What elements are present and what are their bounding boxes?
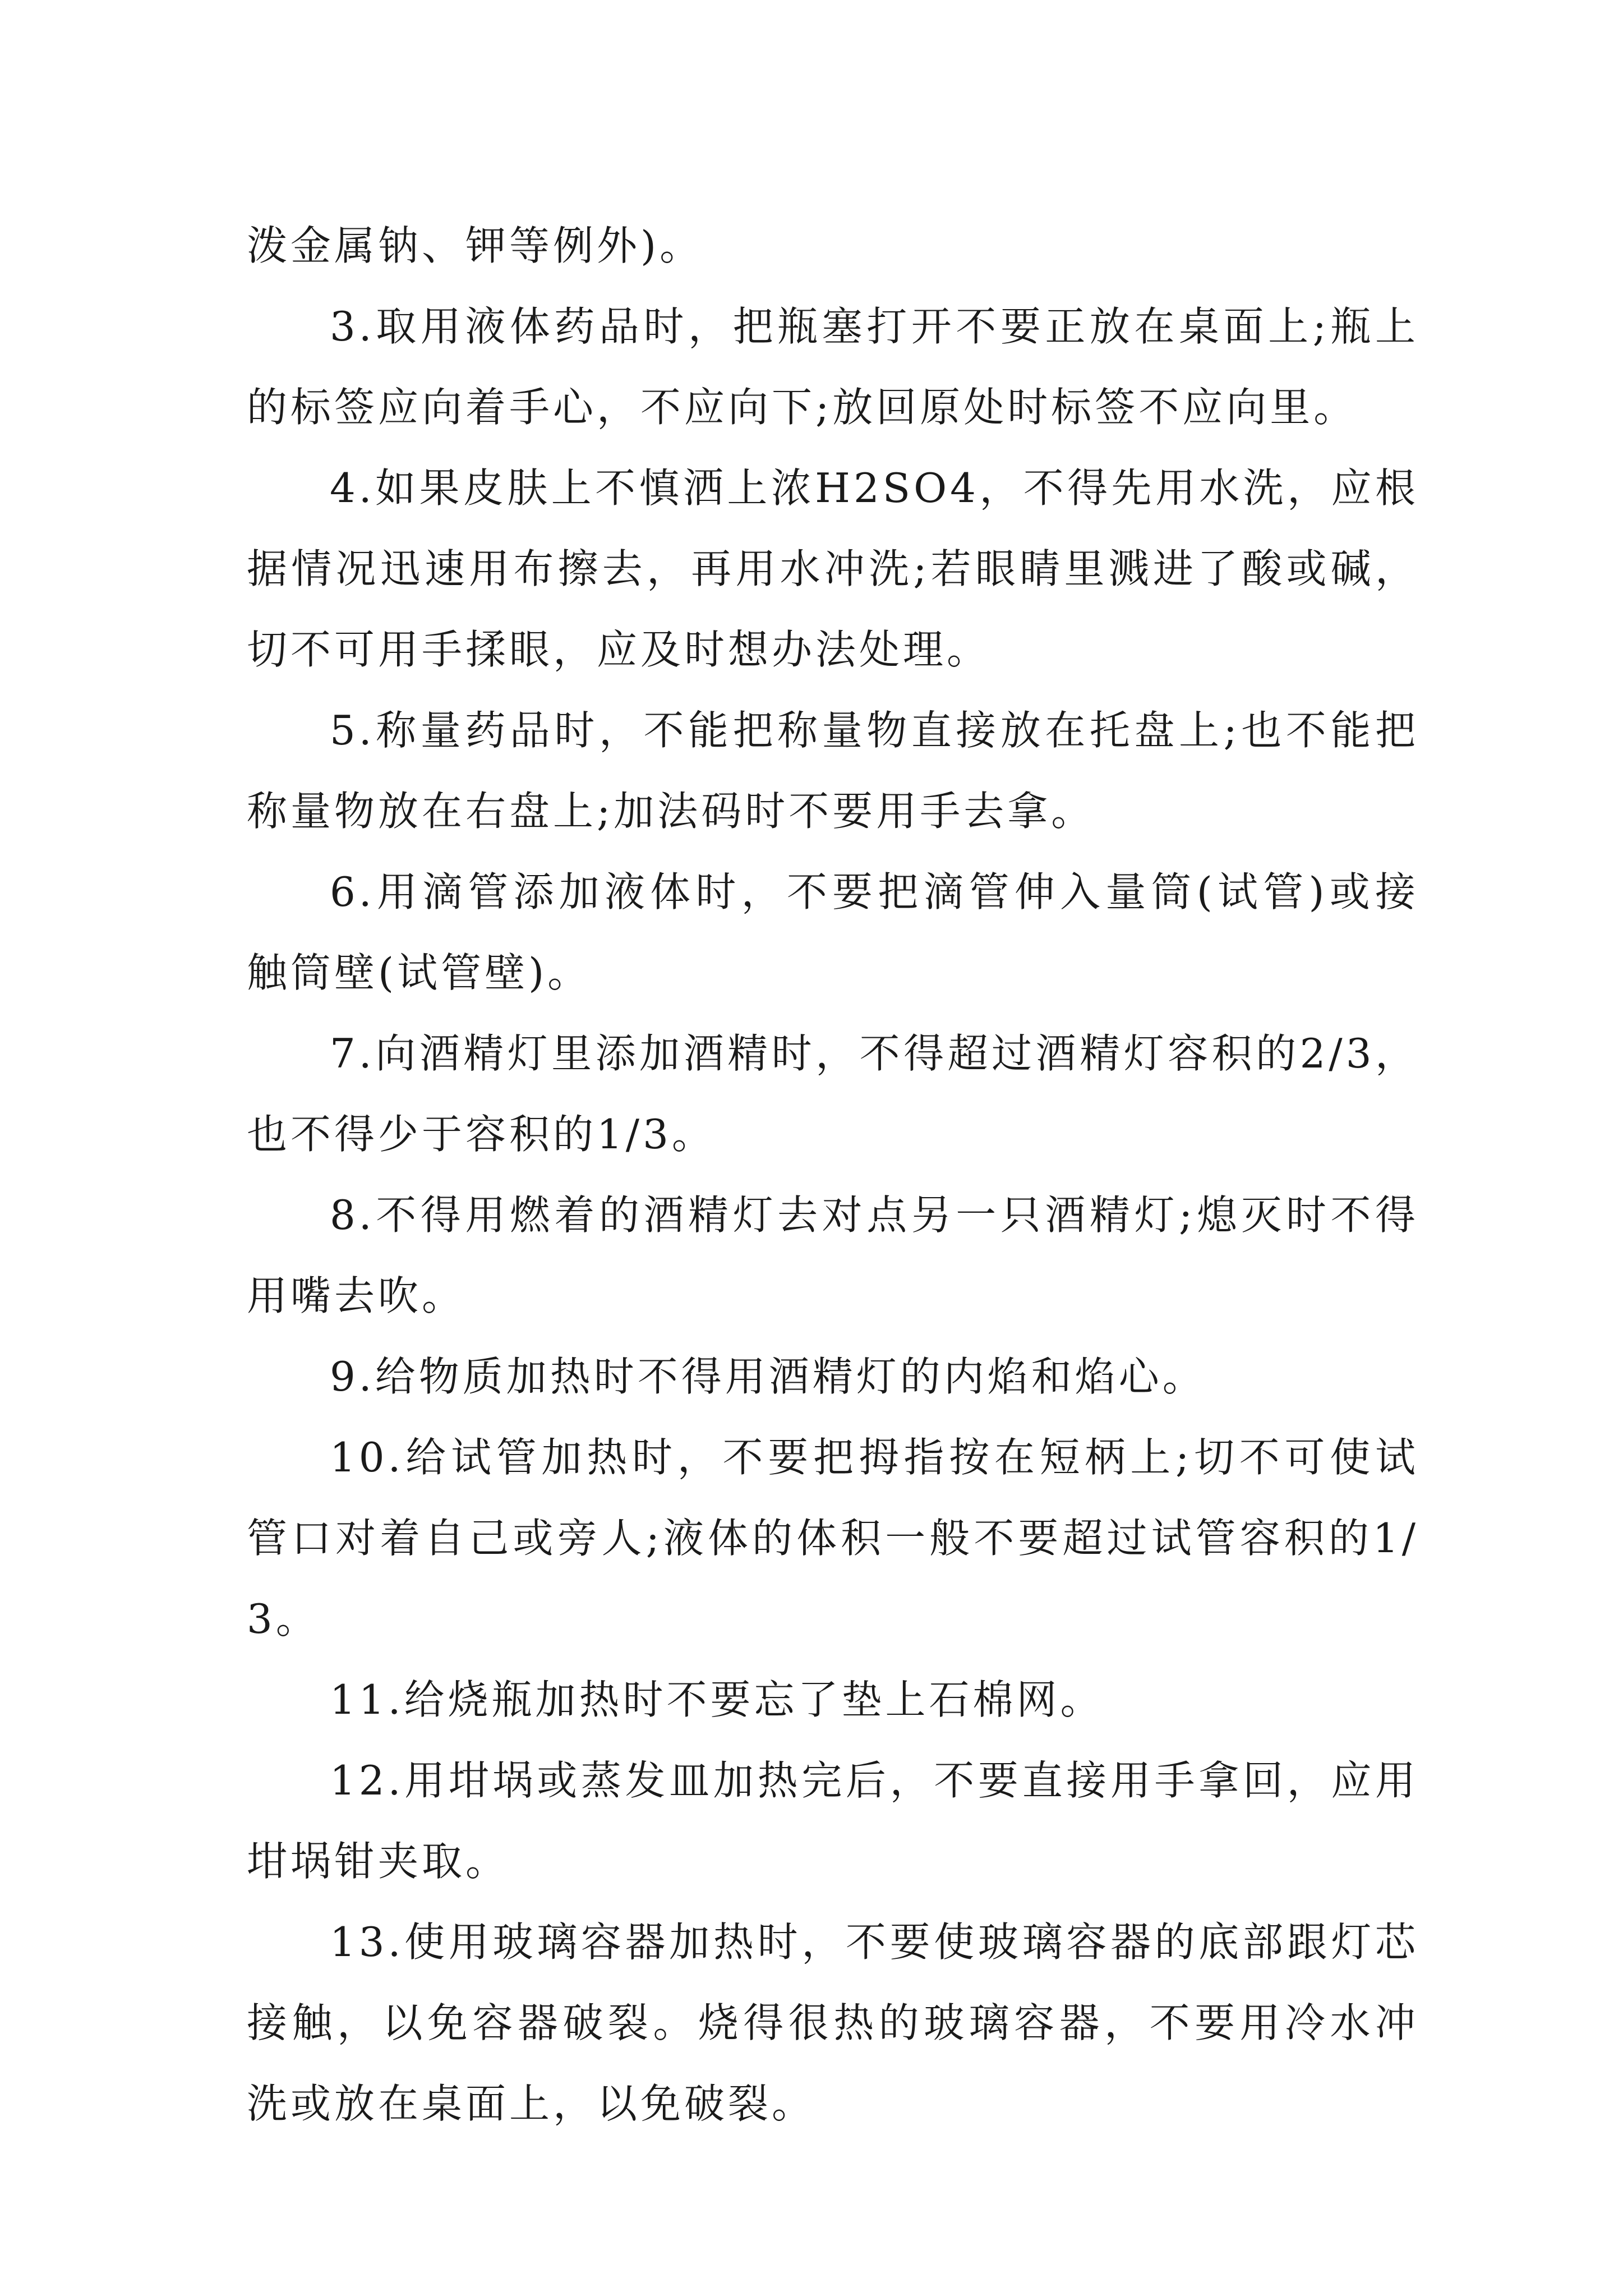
paragraph-item-10: 10.给试管加热时，不要把拇指按在短柄上;切不可使试管口对着自己或旁人;液体的体积一般不要超过试管容积的1/3。 — [247, 1434, 1419, 1642]
document-body — [247, 205, 1419, 2144]
paragraph-item-3: 3.取用液体药品时，把瓶塞打开不要正放在桌面上;瓶上的标签应向着手心，不应向下;放回原处时标签不应向里。 — [247, 303, 1419, 431]
paragraph-item-8: 8.不得用燃着的酒精灯去对点另一只酒精灯;熄灭时不得用嘴去吹。 — [247, 1191, 1419, 1319]
paragraph-item-12: 12.用坩埚或蒸发皿加热完后，不要直接用手拿回，应用坩埚钳夹取。 — [247, 1757, 1419, 1885]
paragraph-item-9: 9.给物质加热时不得用酒精灯的内焰和焰心。 — [330, 1353, 1206, 1400]
paragraph-item-11: 11.给烧瓶加热时不要忘了垫上石棉网。 — [330, 1676, 1104, 1723]
paragraph-item-4: 4.如果皮肤上不慎洒上浓H2SO4，不得先用水洗，应根据情况迅速用布擦去，再用水冲洗;若眼睛里溅进了酸或碱，切不可用手揉眼，应及时想办法处理。 — [247, 464, 1419, 673]
paragraph-item-6: 6.用滴管添加液体时，不要把滴管伸入量筒(试管)或接触筒壁(试管壁)。 — [247, 868, 1419, 996]
paragraph-continuation: 泼金属钠、钾等例外)。 — [247, 222, 704, 269]
paragraph-item-13: 13.使用玻璃容器加热时，不要使玻璃容器的底部跟灯芯接触，以免容器破裂。烧得很热的玻璃容器，不要用冷水冲洗或放在桌面上，以免破裂。 — [247, 1918, 1419, 2127]
paragraph-item-5: 5.称量药品时，不能把称量物直接放在托盘上;也不能把称量物放在右盘上;加法码时不要用手去拿。 — [247, 707, 1419, 835]
paragraph-item-7: 7.向酒精灯里添加酒精时，不得超过酒精灯容积的2/3，也不得少于容积的1/3。 — [247, 1030, 1419, 1158]
